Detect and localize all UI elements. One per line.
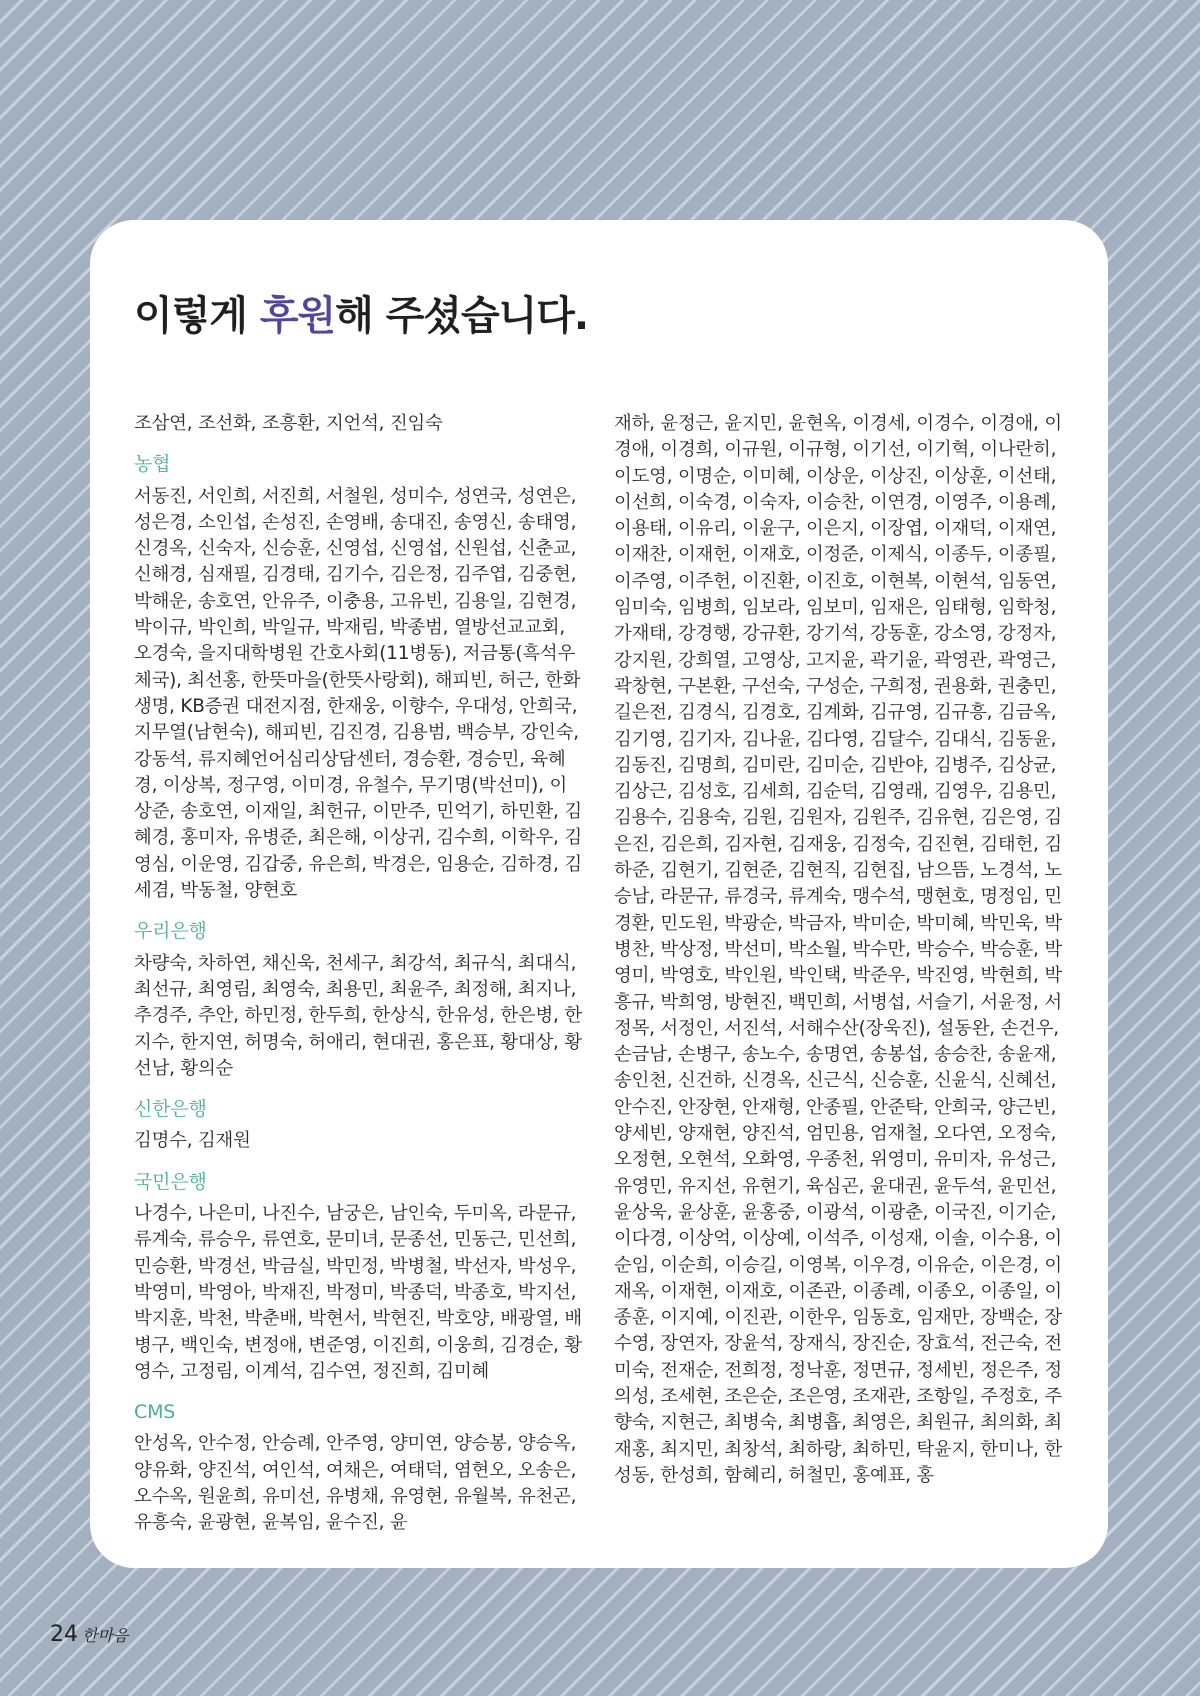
right-column-names: 재하, 윤정근, 윤지민, 윤현옥, 이경세, 이경수, 이경애, 이경애, 이경희, 이규원, 이규형, 이기선, 이기혁, 이나란히, 이도영, 이명순, 이미혜, 이상운, 이상진, 이상훈, 이선태, 이선희, 이숙경, 이숙자, 이승찬, 이연경, 이영주, 이용례, 이용태, 이유리, 이윤구, 이은지, 이장엽, 이재덕, 이재연, 이재찬, 이재헌, 이재호, 이정준, 이제식, 이종두, 이종필, 이주영, 이주헌, 이진환, 이진호, 이현복, 이현석, 임동연, 임미숙, 임병희, 임보라, 임보미, 임재은, 임태형, 임학청, 가재태, 강경행, 강규환, 강기석, 강동훈, 강소영, 강정자, 강지원, 강희열, 고영상, 고지윤, 곽기윤, 곽영관, 곽영근, 곽창현, 구본환, 구선숙, 구성순, 구희정, 권용화, 권충민, 길은전, 김경식, 김경호, 김계화, 김규영, 김규흥, 김금옥, 김기영, 김기자, 김나윤, 김다영, 김달수, 김대식, 김동윤, 김동진, 김명희, 김미란, 김미순, 김반야, 김병주, 김상균, 김상근, 김성호, 김세희, 김순덕, 김영래, 김영우, 김용민, 김용수, 김용숙, 김원, 김원자, 김원주, 김유현, 김은영, 김은진, 김은희, 김자현, 김재웅, 김정숙, 김진현, 김태헌, 김하준, 김현기, 김현준, 김현직, 김현집, 남으뜸, 노경석, 노승남, 라문규, 류경국, 류계숙, 맹수석, 맹현호, 명정임, 민경환, 민도원, 박광순, 박금자, 박미순, 박미혜, 박민욱, 박병찬, 박상정, 박선미, 박소월, 박수만, 박승수, 박승훈, 박영미, 박영호, 박인원, 박인택, 박준우, 박진영, 박현희, 박흥규, 박희영, 방현진, 백민희, 서병섭, 서슬기, 서윤정, 서정목, 서정인, 서진석, 서해수산(장욱진), 설동완, 손건우, 손금남, 손병구, 송노수, 송명연, 송봉섭, 송승찬, 송윤재, 송인천, 신건하, 신경옥, 신근식, 신승훈, 신윤식, 신혜선, 안수진, 안장현, 안재형, 안종필, 안준탁, 안희국, 양근빈, 양세빈, 양재현, 양진석, 엄민용, 엄재철, 오다연, 오정숙, 오정현, 오현석, 오화영, 우종천, 위영미, 유미자, 유성근, 유영민, 유지선, 유현기, 육심곤, 윤대권, 윤두석, 윤민선, 윤상욱, 윤상훈, 윤홍중, 이광석, 이광춘, 이국진, 이기순, 이다경, 이상억, 이상예, 이석주, 이성재, 이솔, 이수용, 이순임, 이순희, 이승길, 이영복, 이우경, 이유순, 이은경, 이재옥, 이재현, 이재호, 이존관, 이종례, 이종오, 이종일, 이종훈, 이지예, 이진관, 이한우, 임동호, 임재만, 장백순, 장수영, 장연자, 장윤석, 장재식, 장진순, 장효석, 전근숙, 전미숙, 전재순, 전희정, 정낙훈, 정면규, 정세빈, 정은주, 정의성, 조세현, 조은순, 조은영, 조재관, 조항일, 주정호, 주향숙, 지현근, 최병숙, 최병흡, 최영은, 최원규, 최의화, 최재홍, 최지민, 최창석, 최하랑, 최하민, 탁윤지, 한미나, 한성동, 한성희, 함혜리, 허철민, 홍예표, 홍 (614, 413, 1062, 1486)
group-title-kookmin: 국민은행 (134, 1170, 207, 1193)
title-highlight: 후원 (259, 293, 336, 339)
title-before: 이렇게 (134, 293, 260, 339)
left-column (134, 411, 584, 1537)
donor-columns (134, 411, 1064, 1537)
page-title (134, 284, 1064, 341)
donor-list-card (90, 220, 1108, 1568)
group-names-kookmin: 나경수, 나은미, 나진수, 남궁은, 남인숙, 두미옥, 라문규, 류계숙, 류승우, 류연호, 문미녀, 문종선, 민동근, 민선희, 민승환, 박경선, 박금실, 박민정, 박병철, 박선자, 박성우, 박영미, 박영아, 박재진, 박정미, 박종덕, 박종호, 박지선, 박지훈, 박천, 박춘배, 박현서, 박현진, 박호양, 배광열, 배병구, 백인숙, 변정애, 변준영, 이진희, 이웅희, 김경순, 황영수, 고정림, 이계석, 김수연, 정진희, 김미혜 (134, 1203, 582, 1382)
group-names-cms: 안성옥, 안수정, 안승례, 안주영, 양미연, 양승봉, 양승옥, 양유화, 양진석, 여인석, 여채은, 여태덕, 염현오, 오송은, 오수옥, 원윤희, 유미선, 유병채, 유영현, 유월복, 유천곤, 유흥숙, 윤광현, 윤복임, 윤수진, 윤 (134, 1433, 577, 1534)
magazine-logo: 한마음 (82, 1626, 129, 1645)
group-title-cms: CMS (134, 1401, 176, 1424)
right-column (614, 411, 1064, 1537)
group-title-nonghyup: 농협 (134, 453, 171, 476)
group-names-shinhan: 김명수, 김재원 (134, 1130, 251, 1152)
intro-names: 조삼연, 조선화, 조흥환, 지언석, 진임숙 (134, 413, 443, 434)
group-names-woori: 차량숙, 차하연, 채신욱, 천세구, 최강석, 최규식, 최대식, 최선규, 최영림, 최영숙, 최용민, 최윤주, 최정해, 최지나, 추경주, 추안, 하민정, 한두희, 한상식, 한유성, 한은병, 한지수, 한지연, 허명숙, 허애리, 현대권, 홍은표, 황대상, 황선남, 황의순 (134, 952, 582, 1079)
page-footer (50, 1622, 128, 1647)
title-after: 해 주셨습니다. (335, 293, 589, 339)
group-title-woori: 우리은행 (134, 920, 207, 943)
page-number: 24 (50, 1622, 78, 1647)
group-names-nonghyup: 서동진, 서인희, 서진희, 서철원, 성미수, 성연국, 성연은, 성은경, 소인섭, 손성진, 손영배, 송대진, 송영신, 송태영, 신경옥, 신숙자, 신승훈, 신영섭, 신영섭, 신원섭, 신춘교, 신해경, 심재필, 김경태, 김기수, 김은정, 김주엽, 김중현, 박해운, 송호연, 안유주, 이충용, 고유빈, 김용일, 김현경, 박이규, 박인희, 박일규, 박재림, 박종범, 열방선교교회, 오경숙, 을지대학병원 간호사회(11병동), 저금통(흑석우체국), 최선홍, 한뜻마을(한뜻사랑회), 해피빈, 허근, 한화생명, KB증권 대전지점, 한재웅, 이향수, 우대성, 안희국, 지무열(남현숙), 해피빈, 김진경, 김용범, 백승부, 강인숙, 강동석, 류지혜언어심리상담센터, 경승환, 경승민, 육혜경, 이상복, 정구영, 이미경, 유철수, 무기명(박선미), 이상준, 송호연, 이재일, 최헌규, 이만주, 민억기, 하민환, 김혜경, 홍미자, 유병준, 최은해, 이상귀, 김수희, 이학우, 김영심, 이운영, 김갑중, 유은희, 박경은, 임용순, 김하경, 김세겸, 박동철, 양현호 (134, 485, 582, 902)
group-title-shinhan: 신한은행 (134, 1098, 207, 1121)
